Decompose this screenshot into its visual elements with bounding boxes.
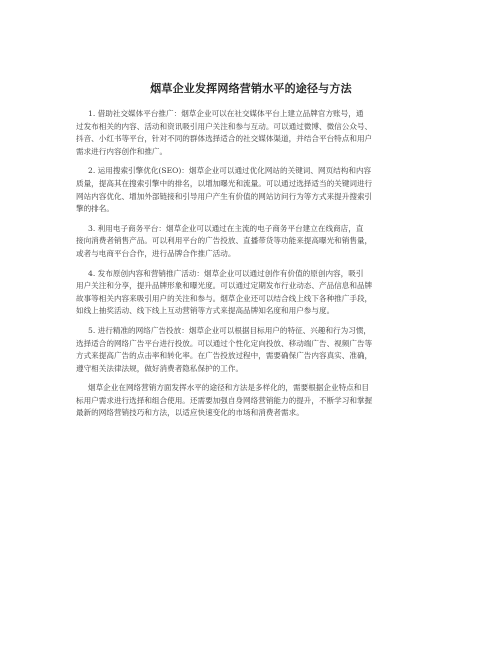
paragraph-social-media: 1. 借助社交媒体平台推广：烟草企业可以在社交媒体平台上建立品牌官方账号，通 过发布相关的内容、活动和资讯吸引用户关注和参与互动。可以通过微博、微信公众号、 抖音、小红书等平台，针对不同的群体选择适合的社交媒体渠道，并结合平台特点和用户 需求进行内容创作和推广。 — [76, 109, 373, 156]
paragraph-precision-ads: 5. 进行精准的网络广告投放：烟草企业可以根据目标用户的特征、兴趣和行为习惯， 选择适合的网络广告平台进行投放。可以通过个性化定向投放、移动端广告、视频广告等 方式来提高广告的点击率和转化率。在广告投放过程中，需要确保广告内容真实、准确， 遵守相关法律法规，做好消费者隐私保护的工作。 — [76, 325, 373, 373]
paragraph-conclusion: 烟草企业在网络营销方面发挥水平的途径和方法是多样化的，需要根据企业特点和目 标用户需求进行选择和组合使用。还需要加强自身网络营销能力的提升，不断学习和掌握 最新的网络营销技巧和方法，以适应快速变化的市场和消费者需求。 — [76, 383, 373, 418]
paragraph-seo: 2. 运用搜索引擎优化(SEO)：烟草企业可以通过优化网站的关键词、网页结构和内容 质量，提高其在搜索引擎中的排名，以增加曝光和流量。可以通过选择适当的关键词进行 网站内容优化、增加外部链接和引导用户产生有价值的网站访问行为等方式来提升搜索引 擎的排名。 — [76, 166, 373, 214]
paragraph-original-content: 4. 发布原创内容和营销推广活动：烟草企业可以通过创作有价值的原创内容，吸引 用户关注和分享，提升品牌形象和曝光度。可以通过定期发布行业动态、产品信息和品牌 故事等相关内容来吸引用户的关注和参与。烟草企业还可以结合线上线下各种推广手段， 如线上抽奖活动、线下线上互动营销等方式来提高品牌知名度和用户参与度。 — [76, 268, 373, 316]
document-body — [76, 108, 430, 427]
paragraph-ecommerce: 3. 利用电子商务平台：烟草企业可以通过在主流的电子商务平台建立在线商店，直 接向消费者销售产品。可以利用平台的广告投放、直播带货等功能来提高曝光和销售量， 或者与电商平台合作，进行品牌合作推广活动。 — [76, 223, 373, 258]
document-title: 烟草企业发挥网络营销水平的途径与方法 — [150, 82, 352, 95]
